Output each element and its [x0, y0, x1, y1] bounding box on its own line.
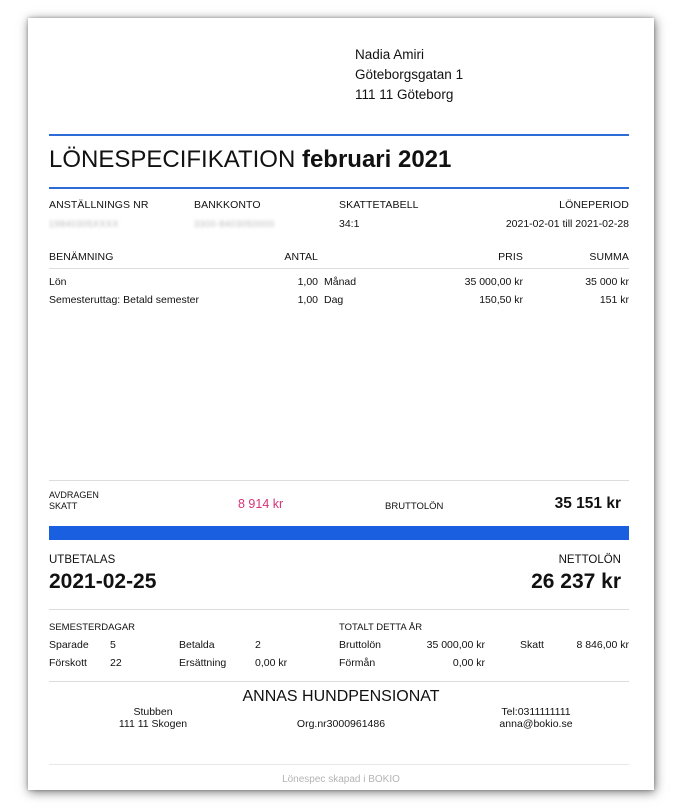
vacation-saved-label: Sparade [49, 639, 89, 651]
lines-bottom-divider [49, 480, 629, 481]
payslip-document [28, 18, 654, 790]
employment-nr-label: ANSTÄLLNINGS NR [49, 199, 149, 211]
payout-date: 2021-02-25 [49, 570, 157, 593]
vacation-comp-value: 0,00 kr [255, 657, 288, 669]
deducted-tax-label [49, 490, 99, 512]
footer-divider [49, 764, 629, 765]
lines-header-divider [49, 268, 629, 269]
company-city: 111 11 Skogen [118, 718, 188, 730]
line-qty: 1,00 [297, 294, 318, 306]
vacation-paid-label: Betalda [179, 639, 215, 651]
company-phone: Tel:0311111111 [501, 706, 571, 718]
ytd-benefit-value: 0,00 kr [452, 657, 485, 669]
page-title [49, 146, 451, 174]
title-period: februari 2021 [301, 146, 452, 173]
bank-account-value: 3300-8403050000 [194, 219, 275, 229]
recipient-name: Nadia Amiri [355, 47, 425, 62]
ytd-gross-value: 35 000,00 kr [426, 639, 485, 651]
bank-account-label: BANKKONTO [194, 199, 261, 211]
payout-label: UTBETALAS [49, 554, 116, 566]
gross-salary-value: 35 151 kr [554, 495, 621, 512]
vacation-paid-value: 2 [255, 639, 261, 651]
deducted-tax-label-line1: AVDRAGEN [49, 490, 99, 500]
vacation-advance-value: 22 [110, 657, 122, 669]
recipient-address [355, 45, 463, 105]
ytd-tax-label: Skatt [520, 639, 544, 651]
vacation-header: SEMESTERDAGAR [49, 622, 136, 633]
line-unit: Dag [324, 294, 344, 306]
deducted-tax-value: 8 914 kr [238, 497, 284, 511]
line-name: Lön [49, 276, 67, 288]
title-top-rule [49, 134, 629, 136]
col-header-price: PRIS [498, 251, 523, 263]
tax-table-label: SKATTETABELL [339, 199, 419, 211]
col-header-sum: SUMMA [589, 251, 629, 263]
company-email: anna@bokio.se [499, 718, 573, 730]
payout-divider [49, 609, 629, 610]
title-bottom-rule [49, 187, 629, 189]
company-street: Stubben [133, 706, 173, 718]
tax-table-value: 34:1 [339, 218, 360, 230]
vacation-comp-label: Ersättning [179, 657, 227, 669]
net-salary-label: NETTOLÖN [558, 554, 621, 566]
title-prefix: LÖNESPECIFIKATION [49, 146, 296, 173]
recipient-street: Göteborgsgatan 1 [355, 67, 464, 82]
ytd-gross-label: Bruttolön [339, 639, 382, 651]
col-header-name: BENÄMNING [49, 251, 114, 263]
company-divider [49, 681, 629, 682]
ytd-header: TOTALT DETTA ÅR [339, 622, 423, 633]
line-unit: Månad [324, 276, 357, 288]
gross-salary-label: BRUTTOLÖN [385, 501, 444, 512]
pay-period-value: 2021-02-01 till 2021-02-28 [505, 218, 629, 230]
vacation-advance-label: Förskott [49, 657, 87, 669]
line-sum: 151 kr [599, 294, 629, 306]
company-org-nr: Org.nr3000961486 [296, 718, 386, 730]
ytd-tax-value: 8 846,00 kr [576, 639, 629, 651]
net-salary-value: 26 237 kr [531, 570, 621, 593]
employment-nr-value: 19840305XXXX [49, 219, 120, 229]
line-sum: 35 000 kr [585, 276, 629, 288]
vacation-saved-value: 5 [110, 639, 116, 651]
deducted-tax-label-line2: SKATT [49, 501, 78, 511]
footer-note: Lönespec skapad i BOKIO [282, 774, 400, 785]
line-price: 150,50 kr [479, 294, 523, 306]
pay-period-label: LÖNEPERIOD [559, 199, 629, 211]
ytd-benefit-label: Förmån [339, 657, 376, 669]
line-price: 35 000,00 kr [464, 276, 523, 288]
col-header-qty: ANTAL [284, 251, 318, 263]
recipient-city: 111 11 Göteborg [355, 87, 454, 102]
accent-bar [49, 526, 629, 540]
company-name: ANNAS HUNDPENSIONAT [242, 688, 440, 705]
line-qty: 1,00 [297, 276, 318, 288]
line-name: Semesteruttag: Betald semester [49, 294, 199, 306]
